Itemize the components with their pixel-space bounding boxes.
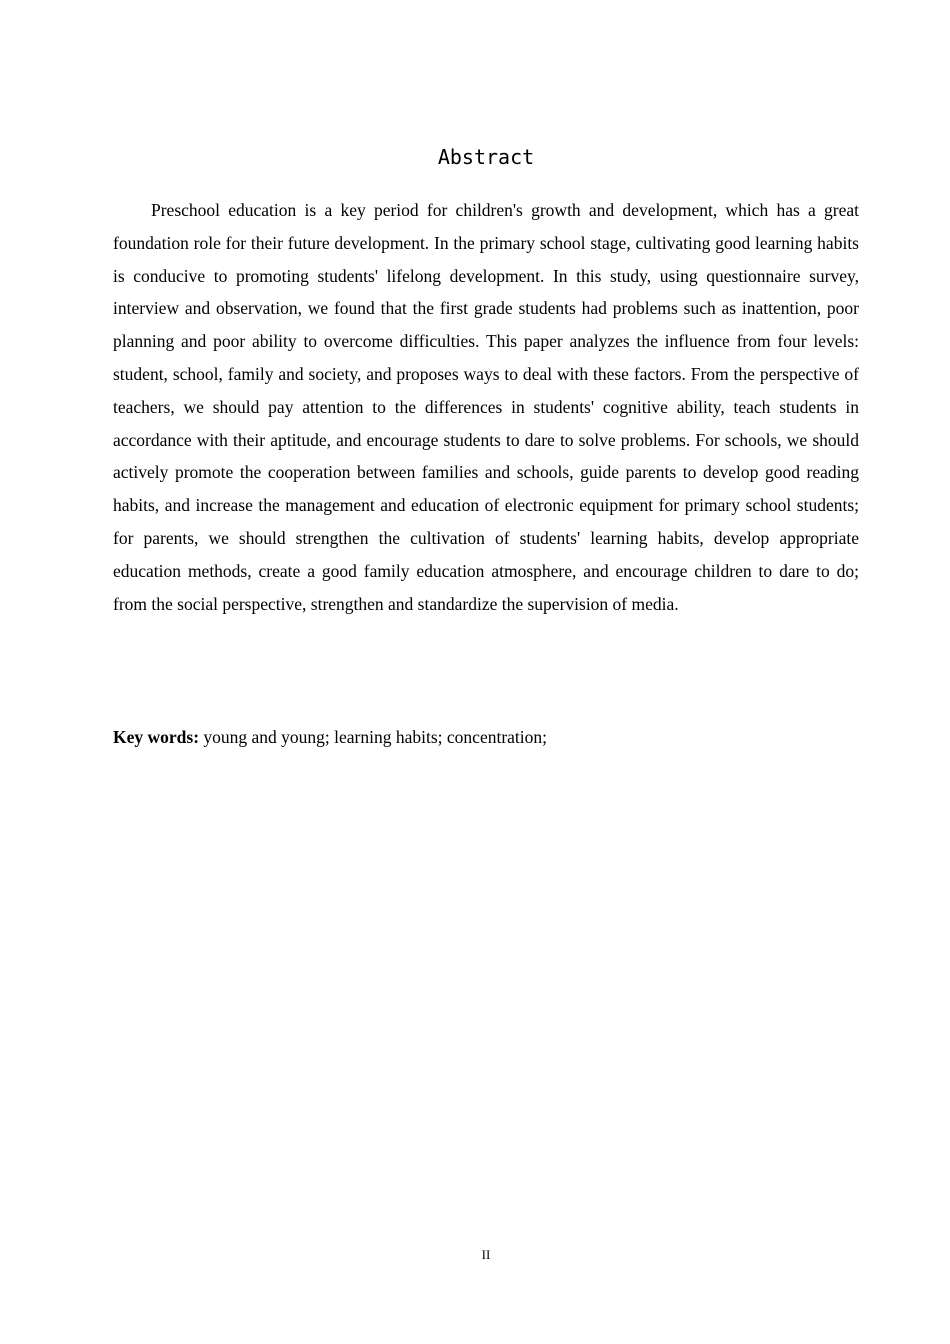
page-title: Abstract bbox=[437, 145, 535, 169]
keywords-label: Key words: bbox=[113, 727, 200, 747]
abstract-paragraph: Preschool education is a key period for children's growth and development, which has a great foundation role for their future development. In the primary school stage, cultivating good learning habits is conducive to promoting students' lifelong development. In this study, using questionnaire survey, interview and observation, we found that the first grade students had problems such as inattention, poor planning and poor ability to overcome difficulties. This paper analyzes the influence from four levels: student, school, family and society, and proposes ways to deal with these factors. From the perspective of teachers, we should pay attention to the differences in students' cognitive ability, teach students in accordance with their aptitude, and encourage students to dare to solve problems. For schools, we should actively promote the cooperation between families and schools, guide parents to develop good reading habits, and increase the management and education of electronic equipment for primary school students; for parents, we should strengthen the cultivation of students' learning habits, develop appropriate education methods, create a good family education atmosphere, and encourage children to dare to do; from the social perspective, strengthen and standardize the supervision of media. bbox=[113, 200, 859, 614]
page-number: II bbox=[481, 1247, 491, 1262]
keywords-value: young and young; learning habits; concentration; bbox=[199, 727, 548, 747]
keywords-line bbox=[113, 723, 859, 751]
